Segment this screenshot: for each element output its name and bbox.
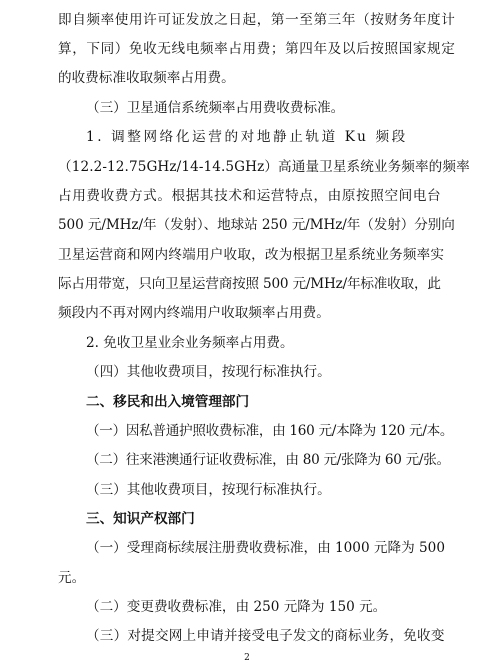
heading-text: 二、移民和出入境管理部门 [86,394,250,410]
line-text: 元。 [58,570,86,586]
line-text: 的收费标准收取频率占用费。 [58,70,235,86]
line-text: 际占用带宽，只向卫星运营商按照 500 元/MHz/年标准收取，此 [58,276,441,292]
line-text: 卫星运营商和网内终端用户收取，改为根据卫星系统业务频率实 [58,247,445,263]
line-text: （四）其他收费项目，按现行标准执行。 [86,364,331,380]
line-text: （三）卫星通信系统频率占用费收费标准。 [86,100,345,116]
page-number: 2 [244,653,250,663]
line-text: （三）对提交网上申请并接受电子发文的商标业务，免收变 [86,628,445,644]
line-text: （一）受理商标续展注册费收费标准，由 1000 元降为 500 [86,540,445,556]
line-text: 占用费收费方式。根据其技术和运营特点，由原按照空间电台 [58,188,442,204]
line-text: 500 元/MHz/年（发射）、地球站 250 元/MHz/年（发射）分别向 [58,217,455,233]
line-text: 2. 免收卫星业余业务频率占用费。 [86,335,294,351]
line-text: （12.2-12.75GHz/14-14.5GHz）高通量卫星系统业务频率的频率 [58,159,470,175]
line-text: 算，下同）免收无线电频率占用费；第四年及以后按照国家规定 [58,41,456,57]
line-text: （一）因私普通护照收费标准，由 160 元/本降为 120 元/本。 [86,423,454,439]
line-text: 即自频率使用许可证发放之日起，第一至第三年（按财务年度计 [58,12,456,28]
line-text: （二）往来港澳通行证收费标准，由 80 元/张降为 60 元/张。 [86,452,450,468]
line-text: （二）变更费收费标准，由 250 元降为 150 元。 [86,599,387,615]
line-text: 频段内不再对网内终端用户收取频率占用费。 [58,305,330,321]
line-text: 1. 调整网络化运营的对地静止轨道 Ku 频段 [86,129,408,145]
line-text: （三）其他收费项目，按现行标准执行。 [86,482,331,498]
heading-text: 三、知识产权部门 [86,511,195,527]
